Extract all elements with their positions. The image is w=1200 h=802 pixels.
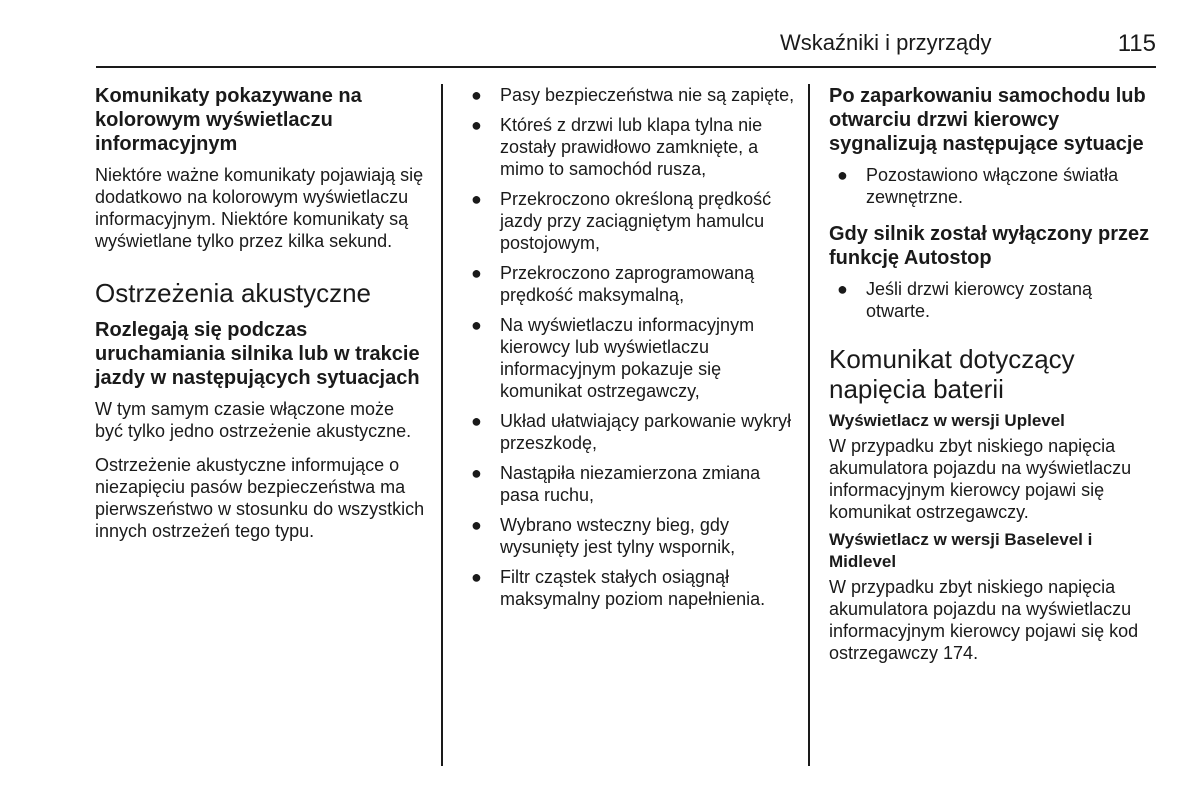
list-item-text: Układ ułatwiający parkowanie wykrył przeszkodę, — [500, 411, 792, 453]
bullet-icon: ● — [471, 515, 482, 535]
section-title-acoustic-warnings: Ostrzeżenia akustyczne — [95, 278, 372, 308]
column-middle — [469, 84, 799, 618]
paragraph-seatbelt-priority: Ostrzeżenie akustyczne informujące o niezapięciu pasów bezpieczeństwa ma pierwszeństwo w stosunku do wszystkich innych ostrzeżeń tego typu. — [95, 455, 425, 541]
bullet-icon: ● — [471, 85, 482, 105]
bullet-icon: ● — [471, 315, 482, 335]
subheading-uplevel: Wyświetlacz w wersji Uplevel — [829, 411, 1065, 430]
subheading-baselevel: Wyświetlacz w wersji Baselevel i Midlevel — [829, 530, 1093, 571]
list-item — [829, 164, 1159, 208]
bullet-icon: ● — [471, 567, 482, 587]
bullet-icon: ● — [471, 189, 482, 209]
list-item — [469, 566, 799, 610]
bullet-icon: ● — [837, 279, 848, 299]
section-heading-after-parking: Po zaparkowaniu samochodu lub otwarciu drzwi kierowcy sygnalizują następujące sytuacje — [829, 85, 1146, 155]
section-heading-messages: Komunikaty pokazywane na kolorowym wyświetlaczu informacyjnym — [95, 85, 362, 155]
list-item — [469, 188, 799, 254]
list-item — [469, 410, 799, 454]
page-header-title: Wskaźniki i przyrządy — [780, 30, 992, 55]
list-item — [469, 314, 799, 402]
situations-list — [469, 84, 799, 610]
column-divider-right — [808, 84, 810, 766]
bullet-icon: ● — [471, 411, 482, 431]
list-item-text: Nastąpiła niezamierzona zmiana pasa ruchu, — [500, 463, 761, 505]
after-parking-list — [829, 164, 1159, 208]
section-heading-autostop: Gdy silnik został wyłączony przez funkcję Autostop — [829, 223, 1150, 269]
list-item-text: Wybrano wsteczny bieg, gdy wysunięty jest tylny wspornik, — [500, 515, 736, 557]
list-item-text: Przekroczono zaprogramowaną prędkość maksymalną, — [500, 263, 755, 305]
bullet-icon: ● — [471, 115, 482, 135]
section-title-battery-voltage: Komunikat dotyczący napięcia baterii — [829, 344, 1075, 404]
bullet-icon: ● — [837, 165, 848, 185]
list-item — [469, 514, 799, 558]
list-item-text: Pasy bezpieczeństwa nie są zapięte, — [500, 85, 795, 105]
column-left — [95, 84, 425, 554]
list-item — [469, 262, 799, 306]
list-item-text: Na wyświetlaczu informacyjnym kierowcy lub wyświetlaczu informacyjnym pokazuje się komunikat ostrzegawczy, — [500, 315, 755, 401]
list-item — [829, 278, 1159, 322]
header-rule — [96, 66, 1156, 68]
autostop-list — [829, 278, 1159, 322]
column-divider-left — [441, 84, 443, 766]
paragraph-single-warning: W tym samym czasie włączone może być tylko jedno ostrzeżenie akustyczne. — [95, 399, 412, 441]
list-item-text: Przekroczono określoną prędkość jazdy przy zaciągniętym hamulcu postojowym, — [500, 189, 772, 253]
list-item — [469, 114, 799, 180]
paragraph-uplevel: W przypadku zbyt niskiego napięcia akumulatora pojazdu na wyświetlaczu informacyjnym kierowcy pojawi się komunikat ostrzegawczy. — [829, 436, 1132, 522]
section-heading-situations: Rozlegają się podczas uruchamiania silnika lub w trakcie jazdy w następujących sytuacjach — [95, 319, 420, 389]
list-item-text: Jeśli drzwi kierowcy zostaną otwarte. — [866, 279, 1093, 321]
page-number: 115 — [1117, 30, 1156, 57]
list-item-text: Pozostawiono włączone światła zewnętrzne. — [866, 165, 1119, 207]
list-item — [469, 84, 799, 106]
column-right — [829, 84, 1159, 676]
list-item-text: Któreś z drzwi lub klapa tylna nie zostały prawidłowo zamknięte, a mimo to samochód rusza, — [500, 115, 763, 179]
paragraph-messages: Niektóre ważne komunikaty pojawiają się dodatkowo na kolorowym wyświetlaczu informacyjnym. Niektóre komunikaty są wyświetlane tylko przez kilka sekund. — [95, 165, 424, 251]
paragraph-baselevel: W przypadku zbyt niskiego napięcia akumulatora pojazdu na wyświetlaczu informacyjnym kierowcy pojawi się kod ostrzegawczy 174. — [829, 577, 1139, 663]
list-item-text: Filtr cząstek stałych osiągnął maksymalny poziom napełnienia. — [500, 567, 766, 609]
list-item — [469, 462, 799, 506]
bullet-icon: ● — [471, 263, 482, 283]
bullet-icon: ● — [471, 463, 482, 483]
